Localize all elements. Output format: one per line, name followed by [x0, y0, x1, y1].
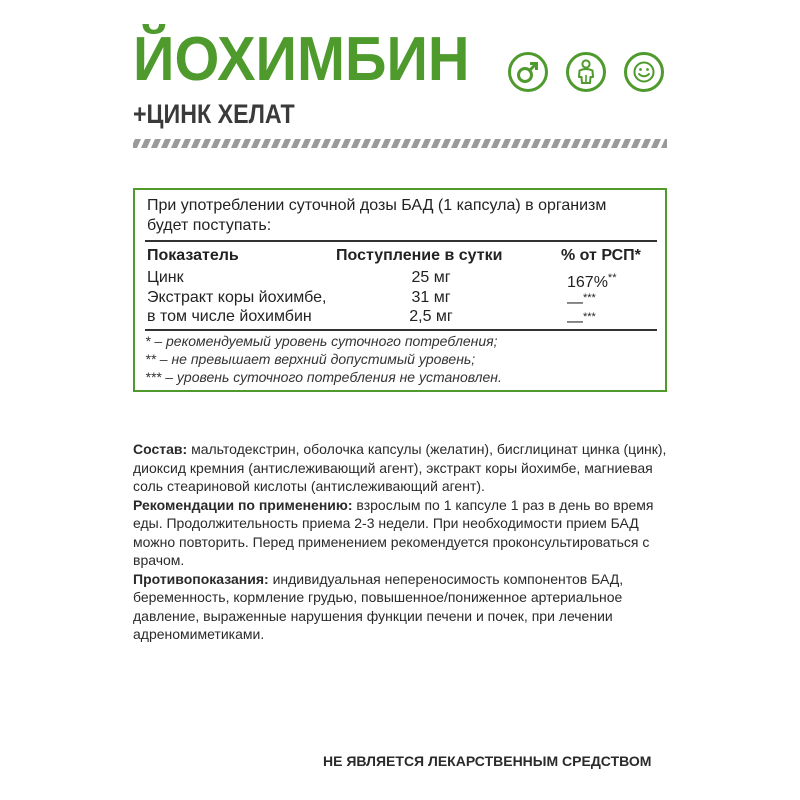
row-amount: 25 мг [411, 269, 451, 286]
row-amount: 31 мг [411, 289, 451, 306]
usage-text: взрослым по 1 капсуле 1 раз в день во время еды. Продолжительность приема 2-3 недели. При необходимости прием БАД можно повторить. Перед применением рекомендуется проконсультироваться с врачом. [133, 496, 654, 568]
row-name: в том числе йохимбин [147, 308, 312, 325]
row-footnote-mark: *** [583, 311, 596, 323]
table-row [147, 268, 655, 291]
composition-label: Состав: [133, 441, 188, 457]
row-percent: 167% [567, 274, 608, 291]
table-row [147, 288, 655, 311]
man-figure-icon [566, 52, 606, 92]
row-percent: — [567, 294, 583, 311]
smiley-face-icon [624, 52, 664, 92]
table-row [147, 307, 655, 330]
not-a-medicine-disclaimer: НЕ ЯВЛЯЕТСЯ ЛЕКАРСТВЕННЫМ СРЕДСТВОМ [323, 753, 652, 769]
footnote: ** – не превышает верхний допустимый уровень; [145, 351, 476, 367]
table-header [147, 245, 655, 267]
contraindications-text: индивидуальная непереносимость компонентов БАД, беременность, кормление грудью, повышенное/пониженное артериальное давление, выраженные нарушения функции печени и почек, при лечении адреномиметиками. [133, 570, 624, 642]
footnote: * – рекомендуемый уровень суточного потребления; [145, 333, 498, 349]
row-footnote-mark: *** [583, 292, 596, 304]
nutrition-panel [133, 188, 667, 392]
row-name: Экстракт коры йохимбе, [147, 289, 327, 306]
footnote: *** – уровень суточного потребления не установлен. [145, 369, 502, 385]
col-header-indicator: Показатель [147, 247, 239, 264]
contraindications-paragraph [133, 570, 673, 644]
footnotes [145, 332, 645, 386]
table-bottom-rule [145, 329, 657, 331]
composition-text: мальтодекстрин, оболочка капсулы (желатин), бисглицинат цинка (цинк), диоксид кремния (антислеживающий агент), экстракт коры йохимбе, магниевая соль стеариновой кислоты (антислеживающий агент). [133, 441, 667, 494]
usage-paragraph [133, 496, 673, 570]
row-amount: 2,5 мг [409, 308, 453, 325]
product-subtitle: +ЦИНК ХЕЛАТ [133, 99, 295, 129]
diagonal-stripe-divider [133, 139, 667, 148]
contraindications-label: Противопоказания: [133, 570, 269, 587]
row-footnote-mark: ** [607, 272, 617, 284]
col-header-daily-intake: Поступление в сутки [336, 247, 503, 264]
row-percent: — [567, 313, 583, 330]
product-info [133, 440, 673, 644]
panel-intro: При употреблении суточной дозы БАД (1 капсула) в организм будет поступать: [147, 197, 607, 234]
row-name: Цинк [147, 269, 184, 286]
usage-label: Рекомендации по применению: [133, 496, 353, 513]
table-top-rule [145, 240, 657, 242]
product-title: ЙОХИМБИН [133, 25, 470, 94]
composition-paragraph [133, 440, 673, 496]
col-header-percent-rsp: % от РСП* [561, 247, 641, 264]
male-symbol-icon [508, 52, 548, 92]
